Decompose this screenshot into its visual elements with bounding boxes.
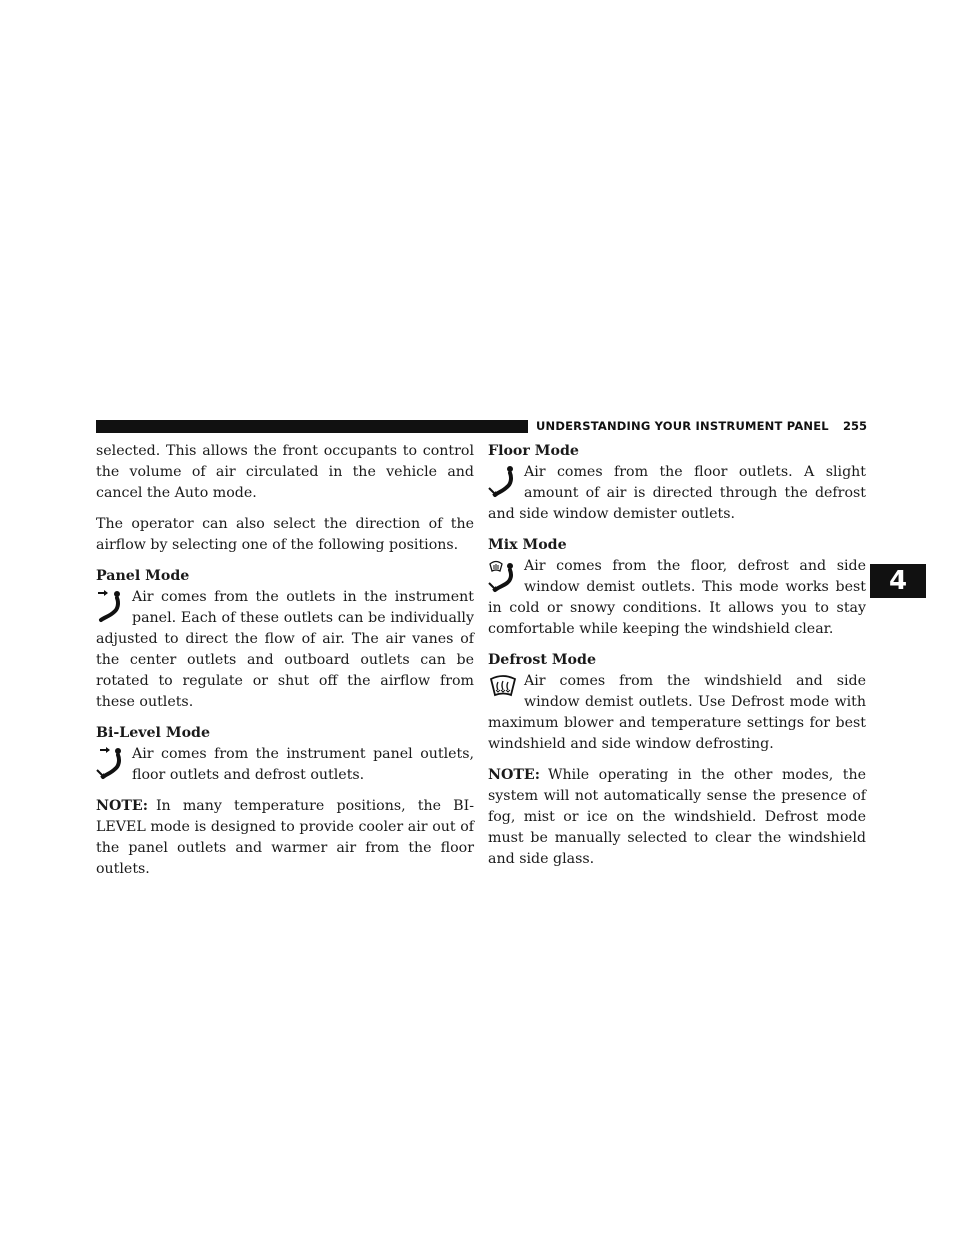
- bilevel-mode-section: [96, 723, 474, 786]
- left-column: [96, 441, 474, 890]
- defrost-mode-text: Air comes from the windshield and side window demist outlets. Use Defrost mode with maximum blower and temperature settings for best windshield and side window defrosting.: [488, 673, 866, 752]
- note-text: While operating in the other modes, the system will not automatically sense the presence of fog, mist or ice on the windshield. Defrost mode must be manually selected to clear the windshield and side glass.: [488, 767, 866, 867]
- note-label: NOTE:: [96, 798, 148, 814]
- floor-mode-heading: Floor Mode: [488, 443, 579, 459]
- intro-paragraph: selected. This allows the front occupants to control the volume of air circulated in the vehicle and cancel the Auto mode.: [96, 443, 474, 501]
- note-text: In many temperature positions, the BI-LEVEL mode is designed to provide cooler air out of the panel outlets and warmer air from the floor outlets.: [96, 798, 474, 877]
- intro-paragraph: The operator can also select the direction of the airflow by selecting one of the following positions.: [96, 516, 474, 553]
- defrost-mode-heading: Defrost Mode: [488, 652, 596, 668]
- right-column: [488, 441, 866, 880]
- mix-mode-icon: [488, 558, 518, 594]
- bilevel-mode-icon: [96, 746, 126, 782]
- mix-mode-text: Air comes from the floor, defrost and side window demist outlets. This mode works best in cold or snowy conditions. It allows you to stay comfortable while keeping the windshield clear.: [488, 558, 866, 637]
- floor-mode-text: Air comes from the floor outlets. A slight amount of air is directed through the defrost and side window demister outlets.: [488, 464, 866, 522]
- panel-mode-text: Air comes from the outlets in the instrument panel. Each of these outlets can be individually adjusted to direct the flow of air. The air vanes of the center outlets and outboard outlets can be rotated to regulate or shut off the airflow from these outlets.: [96, 589, 474, 710]
- panel-mode-heading: Panel Mode: [96, 568, 190, 584]
- header-rule: [96, 420, 528, 433]
- defrost-mode-icon: [488, 673, 518, 709]
- bilevel-mode-text: Air comes from the instrument panel outlets, floor outlets and defrost outlets.: [132, 746, 474, 783]
- bilevel-mode-heading: Bi-Level Mode: [96, 725, 210, 741]
- mix-mode-heading: Mix Mode: [488, 537, 567, 553]
- floor-mode-icon: [488, 464, 518, 500]
- floor-mode-section: [488, 441, 866, 525]
- panel-mode-section: [96, 566, 474, 713]
- note-paragraph: [96, 796, 474, 880]
- running-header-title: UNDERSTANDING YOUR INSTRUMENT PANEL: [536, 419, 829, 433]
- note-paragraph: [488, 765, 866, 870]
- panel-mode-icon: [96, 589, 126, 625]
- page-number: 255: [843, 419, 868, 433]
- mix-mode-section: [488, 535, 866, 640]
- defrost-mode-section: [488, 650, 866, 755]
- note-label: NOTE:: [488, 767, 540, 783]
- chapter-tab: 4: [870, 564, 926, 598]
